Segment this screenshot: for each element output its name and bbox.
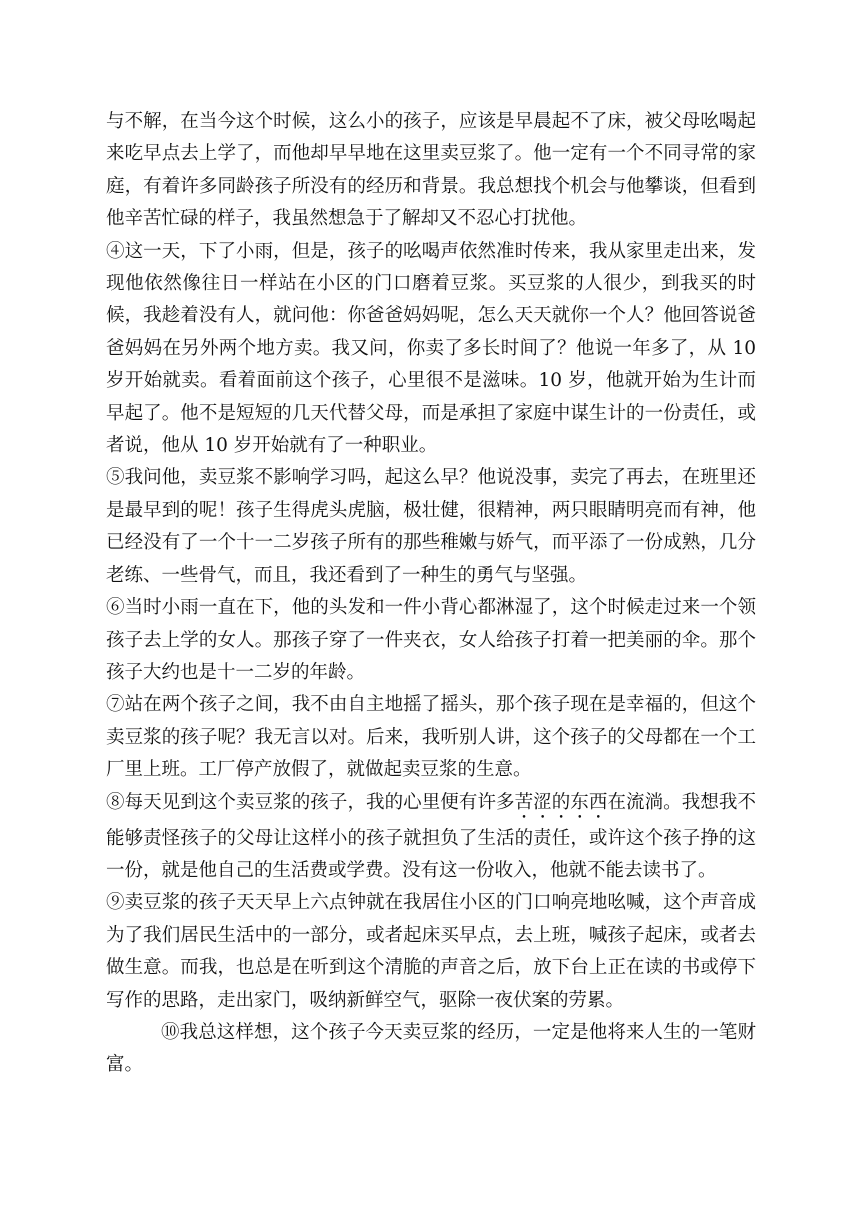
- paragraph-8-before: ⑧每天见到这个卖豆浆的孩子，我的心里便有许多: [106, 791, 515, 813]
- paragraph-6: ⑥当时小雨一直在下，他的头发和一件小背心都淋湿了，这个时候走过来一个领孩子去上学的女人。那孩子穿了一件夹衣，女人给孩子打着一把美丽的伞。那个孩子大约也是十一二岁的年龄。: [106, 597, 756, 683]
- paragraph-8-after: 在流淌。我想我不能够责怪孩子的父母让这样小的孩子就担负了生活的责任，或许这个孩子挣的这一份，就是他自己的生活费或学费。没有这一份收入，他就不能去读书了。: [106, 791, 756, 881]
- paragraph-7: ⑦站在两个孩子之间，我不由自主地摇了摇头，那个孩子现在是幸福的，但这个卖豆浆的孩子呢？我无言以对。后来，我听别人讲，这个孩子的父母都在一个工厂里上班。工厂停产放假了，就做起卖豆浆的生意。: [106, 694, 756, 781]
- paragraph-10: ⑩我总这样想，这个孩子今天卖豆浆的经历，一定是他将来人生的一笔财富。: [106, 1021, 756, 1076]
- paragraph-continuation: 与不解，在当今这个时候，这么小的孩子，应该是早晨起不了床，被父母吆喝起来吃早点去上学了，而他却早早地在这里卖豆浆了。他一定有一个不同寻常的家庭，有着许多同龄孩子所没有的经历和背景。我总想找个机会与他攀谈，但看到他辛苦忙碌的样子，我虽然想急于了解却又不忍心打扰他。: [106, 111, 756, 230]
- paragraph-5: ⑤我问他，卖豆浆不影响学习吗，起这么早？他说没事，卖完了再去，在班里还是最早到的呢！孩子生得虎头虎脑，极壮健，很精神，两只眼睛明亮而有神，他已经没有了一个十一二岁孩子所有的那些稚嫩与娇气，而平添了一份成熟，几分老练、一些骨气，而且，我还看到了一种生的勇气与坚强。: [106, 467, 756, 586]
- paragraph-9: ⑨卖豆浆的孩子天天早上六点钟就在我居住小区的门口响亮地吆喊，这个声音成为了我们居民生活中的一部分，或者起床买早点，去上班，喊孩子起床，或者去做生意。而我，也总是在听到这个清脆的声音之后，放下台上正在读的书或停下写作的思路，走出家门，吸纳新鲜空气，驱除一夜伏案的劳累。: [106, 892, 756, 1011]
- document-page: [106, 106, 756, 1082]
- emphasized-phrase: 苦涩的东西: [514, 791, 608, 813]
- paragraph-8: [106, 787, 756, 888]
- paragraph-4: ④这一天，下了小雨，但是，孩子的吆喝声依然准时传来，我从家里走出来，发现他依然像往日一样站在小区的门口磨着豆浆。买豆浆的人很少，到我买的时候，我趁着没有人，就问他：你爸爸妈妈呢，怎么天天就你一个人？他回答说爸爸妈妈在另外两个地方卖。我又问，你卖了多长时间了？他说一年多了，从 10 岁开始就卖。看着面前这个孩子，心里很不是滋味。10 岁，他就开始为生计而早起了。他不是短短的几天代替父母，而是承担了家庭中谋生计的一份责任，或者说，他从 10 岁开始就有了一种职业。: [106, 240, 756, 457]
